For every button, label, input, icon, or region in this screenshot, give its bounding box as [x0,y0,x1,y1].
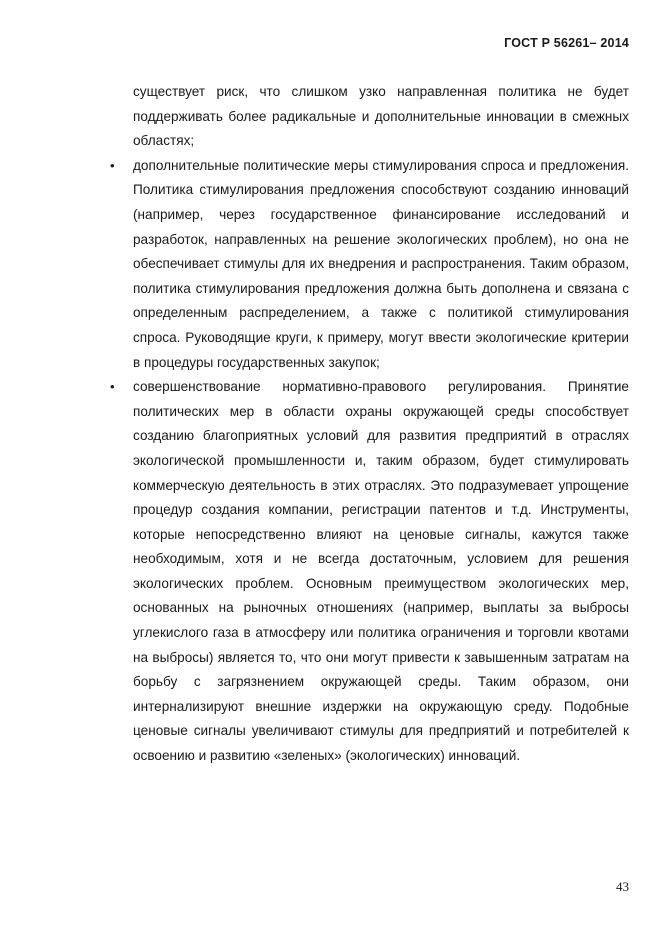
list-item [110,375,629,769]
document-header: ГОСТ Р 56261– 2014 [504,36,629,50]
document-body [110,80,629,769]
page-number: 43 [616,879,629,894]
bullet-icon: • [110,379,115,395]
list-item-text: дополнительные политические меры стимулирования спроса и предложения. Политика стимулирования предложения способствуют созданию инноваций (например, через государственное финансирование исследований и разработок, направленных на решение экологических проблем), но она не обеспечивает стимулы для их внедрения и распространения. Таким образом, политика стимулирования предложения должна быть дополнена и связана с определенным распределением, а также с политикой стимулирования спроса. Руководящие круги, к примеру, могут ввести экологические критерии в процедуры государственных закупок; [133,157,629,370]
continuation-paragraph: существует риск, что слишком узко направленная политика не будет поддерживать более радикальные и дополнительные инновации в смежных областях; [133,84,629,149]
list-item [110,154,629,375]
bullet-icon: • [110,157,115,173]
list-item-text: совершенствование нормативно-правового регулирования. Принятие политических мер в области охраны окружающей среды способствует созданию благоприятных условий для развития предприятий в отраслях экологической промышленности и, таким образом, будет стимулировать коммерческую деятельность в этих отраслях. Это подразумевает упрощение процедур создания компании, регистрации патентов и т.д. Инструменты, которые непосредственно влияют на ценовые сигналы, кажутся также необходимым, хотя и не всегда достаточным, условием для решения экологических проблем. Основным преимуществом экологических мер, основанных на рыночных отношениях (например, выплаты за выбросы углекислого газа в атмосферу или политика ограничения и торговли квотами на выбросы) является то, что они могут привести к завышенным затратам на борьбу с загрязнением окружающей среды. Таким образом, они интернализируют внешние издержки на окружающую среду. Подобные ценовые сигналы увеличивают стимулы для предприятий и потребителей к освоению и развитию «зеленых» (экологических) инноваций. [133,379,629,764]
